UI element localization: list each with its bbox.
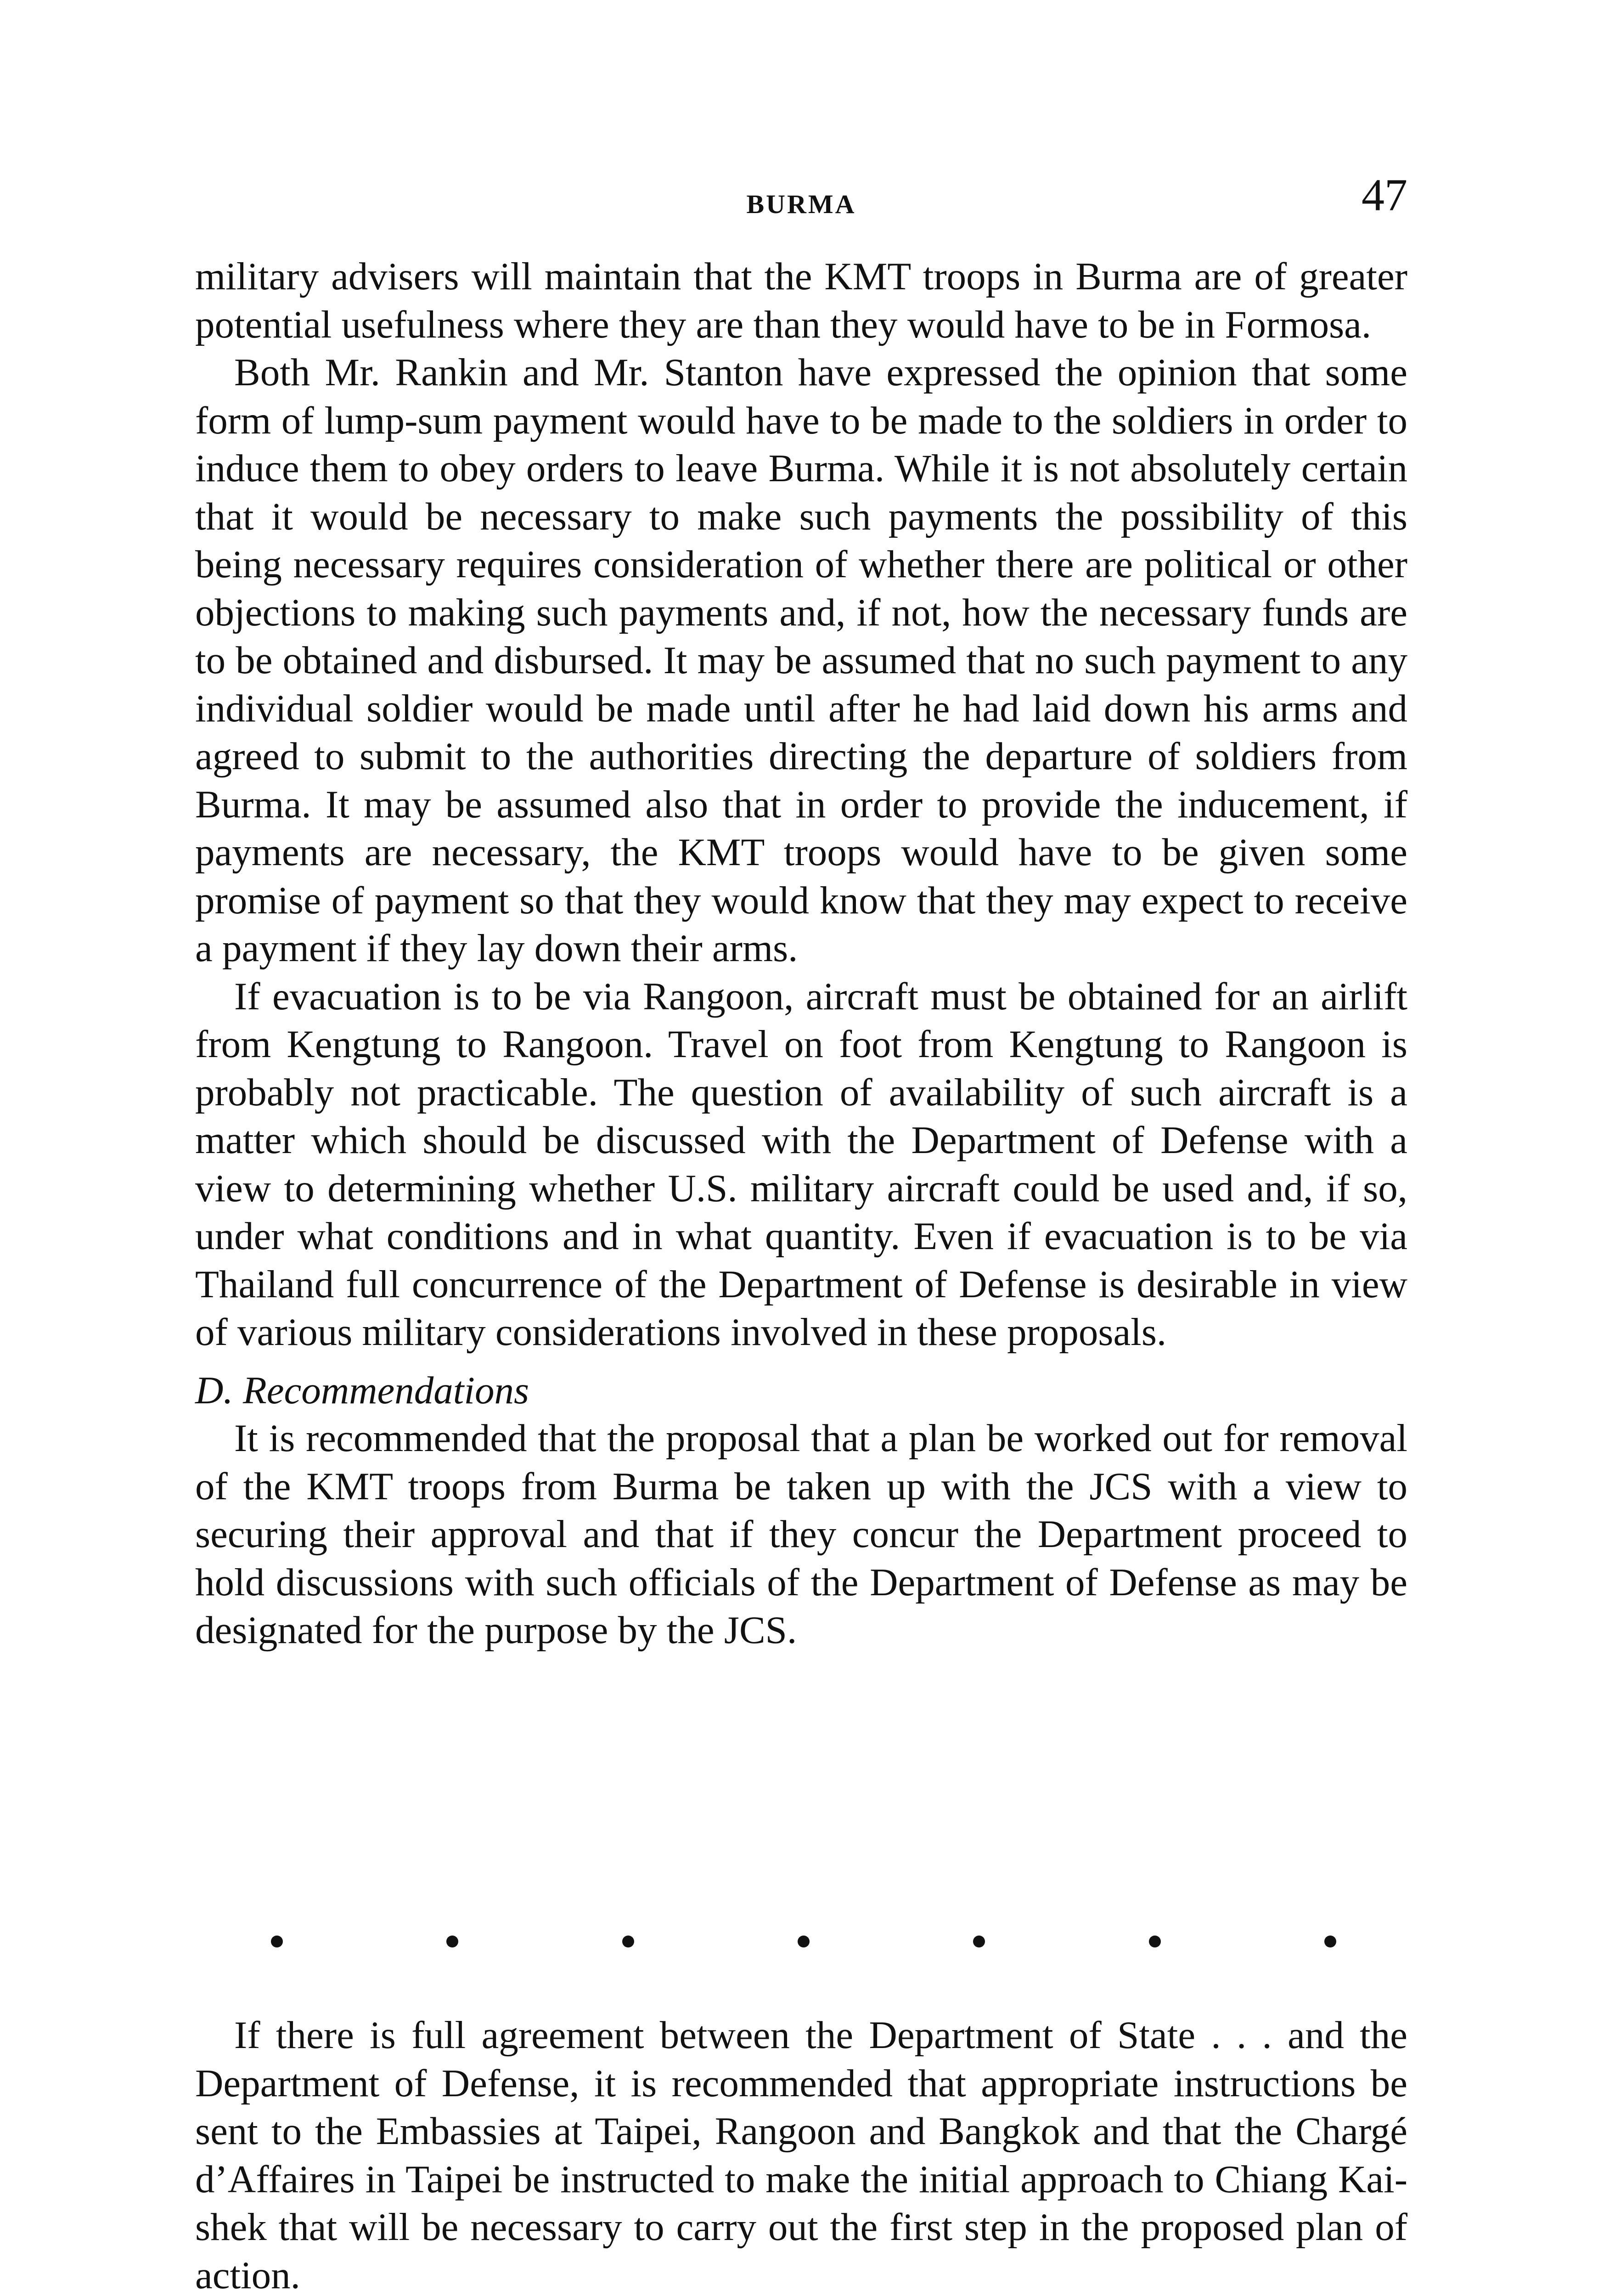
closing-text bbox=[195, 2011, 1407, 2296]
paragraph-continued: military advisers will maintain that the KMT troops in Burma are of greater potential usefulness where they are than they would have to be in Formosa. bbox=[195, 255, 1407, 346]
running-head bbox=[195, 169, 1407, 227]
main-text bbox=[195, 253, 1407, 1654]
paragraph-evacuation: If evacuation is to be via Rangoon, aircraft must be obtained for an airlift from Kengtung to Rangoon. Travel on foot from Kengtung to Rangoon is probably not practicable. The question of availability of such aircraft is a matter which should be discussed with the Department of Defense with a view to determining whether U.S. military aircraft could be used and, if so, under what conditions and in what quantity. Even if evacuation is to be via Thailand full concurrence of the Department of Defense is desirable in view of various military considerations involved in these proposals. bbox=[195, 974, 1407, 1354]
ellipsis-dot bbox=[446, 1936, 458, 1947]
paragraph-payment: Both Mr. Rankin and Mr. Stanton have expressed the opinion that some form of lump-sum payment would have to be made to the soldiers in order to induce them to obey orders to leave Burma. While it is not absolutely certain that it would be necessary to make such payments the possibility of this being necessary requires consideration of whether there are political or other objections to making such payments and, if not, how the necessary funds are to be obtained and disbursed. It may be assumed that no such payment to any individual soldier would be made until after he had laid down his arms and agreed to submit to the authorities directing the departure of soldiers from Burma. It may be assumed also that in order to provide the inducement, if payments are necessary, the KMT troops would have to be given some promise of payment so that they would know that they may expect to receive a payment if they lay down their arms. bbox=[195, 351, 1407, 970]
ellipsis-dot bbox=[798, 1936, 810, 1947]
ellipsis-dot bbox=[622, 1936, 634, 1947]
ellipsis-dot bbox=[1149, 1936, 1161, 1947]
header-title: BURMA bbox=[746, 189, 856, 219]
ellipsis-dot bbox=[1324, 1936, 1336, 1947]
ellipsis-dot bbox=[973, 1936, 985, 1947]
page-number: 47 bbox=[1362, 169, 1407, 220]
ellipsis-dot bbox=[271, 1936, 283, 1947]
paragraph-closing: If there is full agreement between the Department of State . . . and the Department of Defense, it is recommended that appropriate instructions be sent to the Embassies at Taipei, Rangoon and Bangkok and that the Chargé d’Affaires in Taipei be instructed to make the initial approach to Chiang Kai-shek that will be necessary to carry out the first step in the proposed plan of action. bbox=[195, 2014, 1407, 2296]
section-heading: D. Recommendations bbox=[195, 1368, 529, 1412]
paragraph-recommendation: It is recommended that the proposal that a plan be worked out for removal of the KMT troops from Burma be taken up with the JCS with a view to securing their approval and that if they concur the Department proceed to hold discussions with such officials of the Department of Defense as may be designated for the purpose by the JCS. bbox=[195, 1417, 1407, 1652]
omission-ellipsis bbox=[271, 1936, 1336, 1963]
